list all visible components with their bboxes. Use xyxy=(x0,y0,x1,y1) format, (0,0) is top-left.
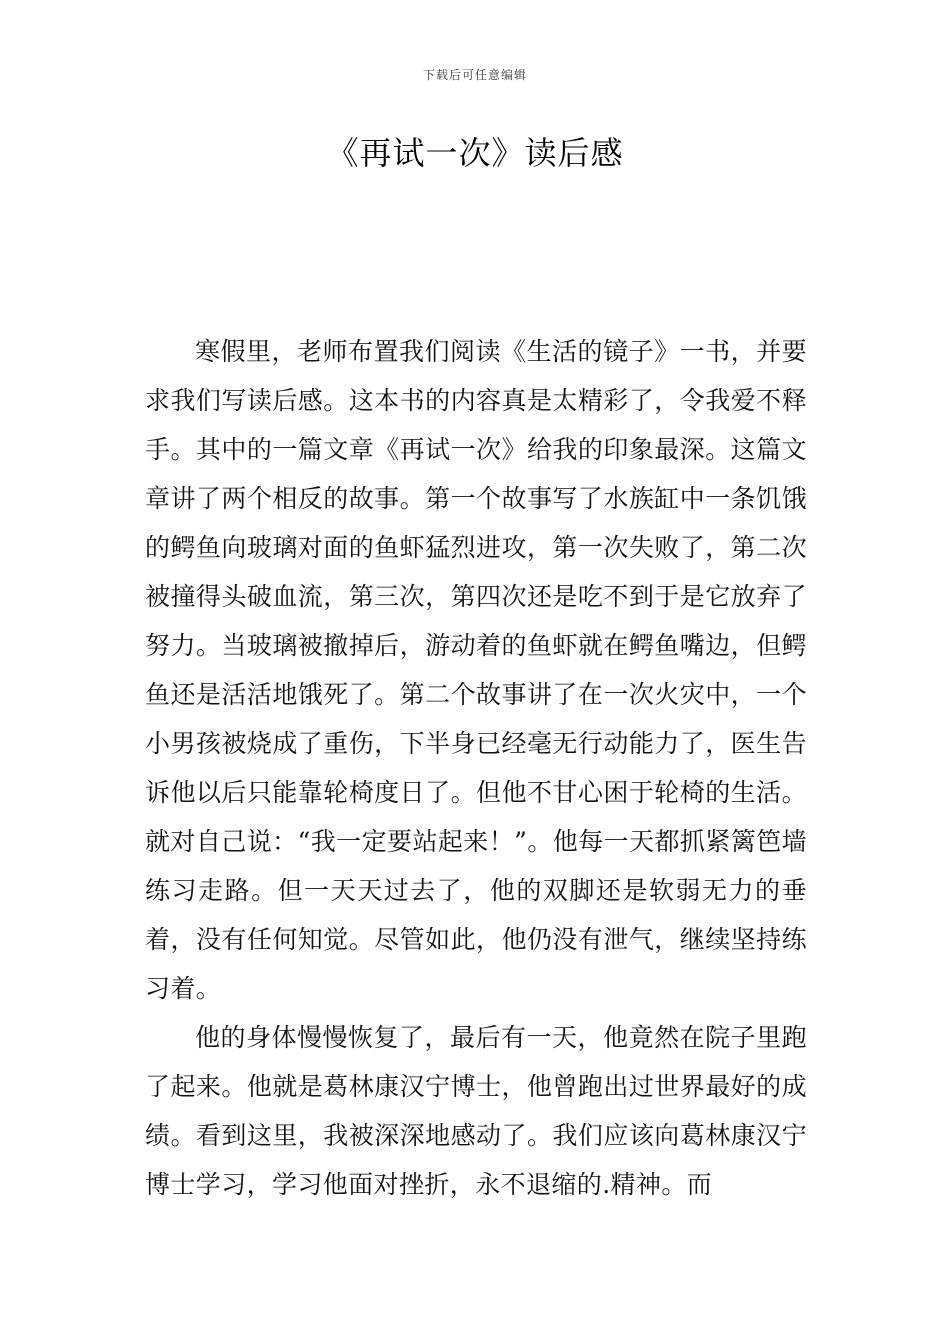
document-body xyxy=(145,327,807,1209)
header-note: 下载后可任意编辑 xyxy=(422,68,527,82)
paragraph: 寒假里，老师布置我们阅读《生活的镜子》一书，并要求我们写读后感。这本书的内容真是太精彩了，令我爱不释手。其中的一篇文章《再试一次》给我的印象最深。这篇文章讲了两个相反的故事。第一个故事写了水族缸中一条饥饿的鳄鱼向玻璃对面的鱼虾猛烈进攻，第一次失败了，第二次被撞得头破血流，第三次，第四次还是吃不到于是它放弃了努力。当玻璃被撤掉后，游动着的鱼虾就在鳄鱼嘴边，但鳄鱼还是活活地饿死了。第二个故事讲了在一次火灾中，一个小男孩被烧成了重伤，下半身已经毫无行动能力了，医生告诉他以后只能靠轮椅度日了。但他不甘心困于轮椅的生活。就对自己说：“我一定要站起来！”。他每一天都抓紧篱笆墙练习走路。但一天天过去了，他的双脚还是软弱无力的垂着，没有任何知觉。尽管如此，他仍没有泄气，继续坚持练习着。 xyxy=(145,337,807,1003)
document-title: 《再试一次》读后感 xyxy=(326,134,624,172)
paragraph: 他的身体慢慢恢复了，最后有一天，他竟然在院子里跑了起来。他就是葛林康汉宁博士，他曾跑出过世界最好的成绩。看到这里，我被深深地感动了。我们应该向葛林康汉宁博士学习，学习他面对挫折，永不退缩的.精神。而 xyxy=(145,1023,807,1199)
